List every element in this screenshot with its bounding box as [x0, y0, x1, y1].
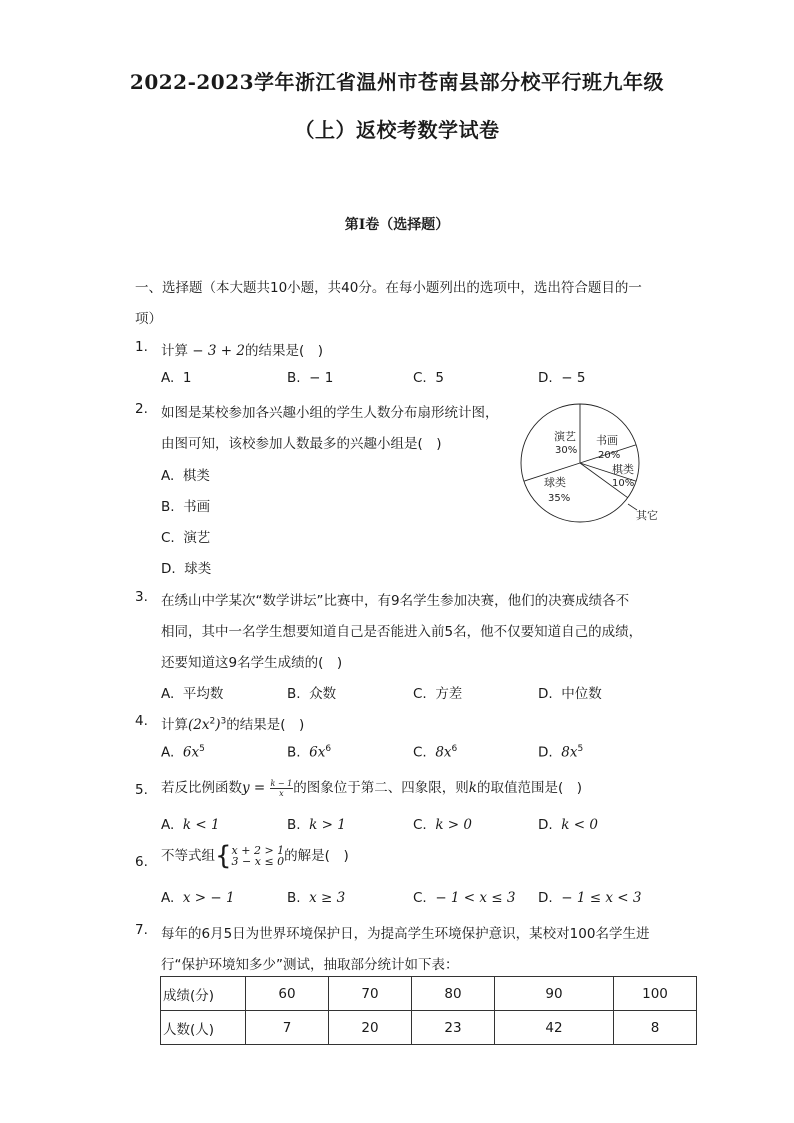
option-a[interactable]: [161, 370, 191, 386]
option-letter: A.: [161, 686, 175, 702]
option-letter: A.: [161, 744, 175, 761]
volume-heading: 第Ⅰ卷（选择题）: [344, 217, 450, 233]
pie-chart: [510, 400, 670, 530]
option-c[interactable]: [413, 682, 462, 702]
table-cell: 60: [246, 977, 329, 1011]
question-text: 计算: [161, 717, 188, 733]
option-letter: B.: [287, 817, 301, 833]
option-a[interactable]: [161, 744, 205, 761]
option-text: k > 1: [309, 817, 346, 833]
table-header-cell: 人数(人): [161, 1011, 246, 1045]
option-text: k < 0: [561, 817, 598, 833]
option-text: 书画: [183, 499, 211, 515]
inequality-2: 3 − x ≤ 0: [231, 855, 285, 868]
math-expression: − 3 + 2: [188, 343, 245, 359]
question-7-line1: 每年的6月5日为世界环境保护日，为提高学生环境保护意识，某校对100名学生进: [161, 926, 650, 942]
option-coef: 6x: [182, 744, 200, 761]
option-letter: D.: [161, 561, 176, 577]
option-text: 5: [435, 370, 444, 386]
question-6-stem: [161, 843, 349, 869]
question-3-line1: 在绣山中学某次“数学讲坛”比赛中，有9名学生参加决赛，他们的决赛成绩各不: [161, 593, 630, 609]
option-coef: 6x: [309, 744, 326, 761]
inequality-1: x + 2 > 1: [231, 844, 285, 857]
option-d[interactable]: [538, 744, 583, 761]
option-b[interactable]: [161, 495, 210, 515]
table-row: [161, 977, 697, 1011]
option-c[interactable]: [413, 744, 457, 761]
option-text: 众数: [309, 686, 337, 702]
question-text: 不等式组: [161, 848, 215, 864]
option-text: 演艺: [183, 530, 211, 546]
option-text: 球类: [184, 561, 212, 577]
option-letter: D.: [538, 890, 553, 906]
option-letter: D.: [538, 686, 553, 702]
question-number: 1.: [135, 339, 148, 355]
question-1-stem: [161, 339, 323, 359]
option-c[interactable]: [161, 526, 210, 546]
math-close: ): [215, 717, 221, 733]
option-c[interactable]: [413, 817, 472, 833]
table-cell: 90: [495, 977, 614, 1011]
option-d[interactable]: [538, 682, 602, 702]
option-d[interactable]: [161, 557, 211, 577]
question-text: 的图象位于第二、四象限，则: [293, 780, 469, 796]
math-inner-exponent: 2: [209, 716, 216, 727]
question-text: 的结果是( ): [226, 717, 305, 733]
option-letter: A.: [161, 890, 175, 906]
table-cell: 100: [614, 977, 697, 1011]
option-d[interactable]: [538, 890, 641, 906]
option-letter: B.: [287, 744, 301, 761]
option-exp: 5: [577, 744, 584, 754]
option-letter: B.: [287, 890, 301, 906]
option-letter: D.: [538, 744, 553, 761]
score-table: [160, 976, 697, 1045]
table-row: [161, 1011, 697, 1045]
table-cell: 23: [412, 1011, 495, 1045]
document-title-line1: 2022-2023学年浙江省温州市苍南县部分校平行班九年级: [129, 70, 665, 94]
option-text: 中位数: [561, 686, 602, 702]
question-2-line2: 由图可知，该校参加人数最多的兴趣小组是( ): [161, 436, 442, 452]
table-cell: 70: [329, 977, 412, 1011]
table-cell: 80: [412, 977, 495, 1011]
option-c[interactable]: [413, 890, 516, 906]
question-number: 4.: [135, 713, 148, 729]
option-letter: C.: [413, 890, 427, 906]
option-letter: A.: [161, 370, 175, 386]
option-letter: C.: [413, 744, 427, 761]
option-b[interactable]: [287, 744, 331, 761]
question-number: 3.: [135, 589, 148, 605]
option-letter: D.: [538, 370, 553, 386]
question-2-line1: 如图是某校参加各兴趣小组的学生人数分布扇形统计图，: [161, 405, 499, 421]
option-exp: 6: [451, 744, 458, 754]
option-letter: A.: [161, 817, 175, 833]
option-letter: B.: [287, 370, 301, 386]
option-text: 平均数: [182, 686, 224, 702]
table-cell: 20: [329, 1011, 412, 1045]
option-letter: A.: [161, 468, 175, 484]
option-text: k < 1: [182, 817, 220, 833]
fraction-denominator: x: [279, 788, 284, 798]
pie-pct-yanyi: 30%: [555, 445, 578, 456]
option-text: k > 0: [435, 817, 472, 833]
option-text: x ≥ 3: [309, 890, 346, 906]
option-letter: C.: [413, 817, 427, 833]
option-text: − 1 ≤ x < 3: [561, 890, 642, 906]
fraction: [270, 779, 294, 798]
math-outer-exponent: 3: [220, 716, 227, 727]
math-var: k: [468, 780, 477, 796]
question-4-stem: [161, 713, 304, 733]
section-heading-line2: 项）: [135, 311, 162, 327]
option-b[interactable]: [287, 682, 336, 702]
pie-label-qilei: 棋类: [612, 463, 634, 476]
question-number: 5.: [135, 782, 148, 798]
option-a[interactable]: [161, 682, 223, 702]
option-letter: C.: [161, 530, 175, 546]
question-text: 计算: [161, 343, 188, 359]
option-text: − 1 < x ≤ 3: [435, 890, 516, 906]
pie-pct-shuhua: 20%: [598, 450, 621, 461]
table-header-cell: 成绩(分): [161, 977, 246, 1011]
question-number: 2.: [135, 401, 148, 417]
option-letter: B.: [161, 499, 175, 515]
pie-label-qita: 其它: [636, 509, 658, 522]
option-coef: 8x: [435, 744, 452, 761]
option-d[interactable]: [538, 370, 585, 386]
math-lhs: y =: [242, 780, 270, 796]
option-letter: D.: [538, 817, 553, 833]
math-base: (2x: [188, 717, 210, 733]
question-3-line3: 还要知道这9名学生成绩的( ): [161, 655, 343, 671]
question-number: 6.: [135, 854, 148, 870]
option-exp: 5: [199, 744, 205, 754]
option-b[interactable]: [287, 890, 345, 906]
option-b[interactable]: [287, 817, 346, 833]
option-text: 棋类: [182, 468, 210, 484]
option-text: 方差: [435, 686, 463, 702]
option-a[interactable]: [161, 890, 235, 906]
question-text: 若反比例函数: [161, 780, 242, 796]
inequality-system: [232, 845, 285, 867]
table-cell: 7: [246, 1011, 329, 1045]
option-letter: C.: [413, 370, 427, 386]
table-cell: 8: [614, 1011, 697, 1045]
question-text: 的取值范围是( ): [476, 780, 582, 796]
question-number: 7.: [135, 922, 148, 938]
question-7-line2: 行“保护环境知多少”测试，抽取部分统计如下表：: [161, 957, 459, 973]
option-coef: 8x: [561, 744, 578, 761]
brace-icon: {: [215, 841, 232, 871]
document-title-line2: （上）返校考数学试卷: [294, 118, 500, 142]
option-b[interactable]: [287, 370, 333, 386]
question-3-line2: 相同，其中一名学生想要知道自己是否能进入前5名，他不仅要知道自己的成绩，: [161, 624, 643, 640]
table-cell: 42: [495, 1011, 614, 1045]
option-c[interactable]: [413, 370, 444, 386]
option-letter: C.: [413, 686, 427, 702]
pie-pct-qilei: 10%: [612, 478, 635, 489]
option-exp: 6: [325, 744, 332, 754]
option-text: 1: [182, 370, 192, 386]
fraction-numerator: k − 1: [270, 778, 293, 788]
option-text: x > − 1: [182, 890, 235, 906]
option-a[interactable]: [161, 817, 220, 833]
option-text: − 5: [561, 370, 586, 386]
pie-pct-qiulei: 35%: [548, 493, 571, 504]
option-d[interactable]: [538, 817, 598, 833]
section-heading-line1: 一、选择题（本大题共10小题，共40分。在每小题列出的选项中，选出符合题目的一: [135, 280, 642, 296]
pie-label-yanyi: 演艺: [554, 430, 576, 443]
option-letter: B.: [287, 686, 301, 702]
pie-label-qiulei: 球类: [544, 476, 566, 489]
option-text: − 1: [309, 370, 334, 386]
question-5-stem: [161, 776, 582, 798]
question-text: 的解是( ): [284, 848, 349, 864]
pie-label-shuhua: 书画: [596, 434, 618, 447]
option-a[interactable]: [161, 464, 210, 484]
question-text: 的结果是( ): [244, 343, 324, 359]
